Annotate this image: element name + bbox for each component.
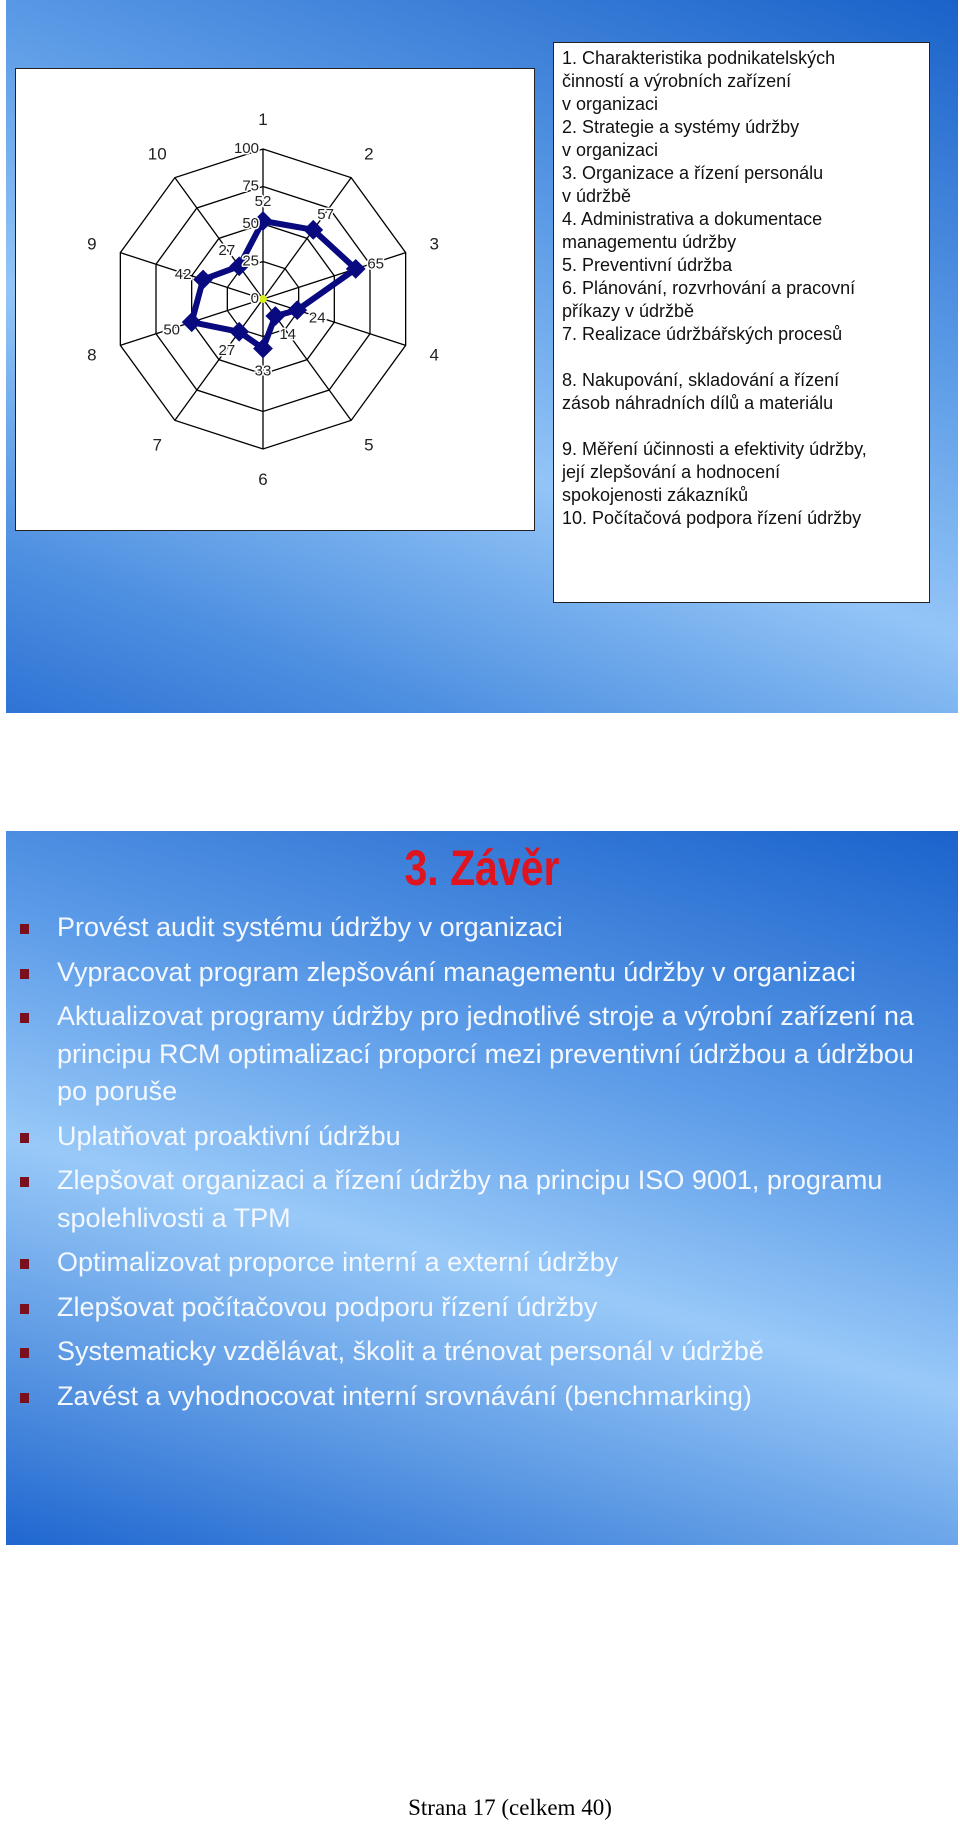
bullet-square-icon <box>20 1304 29 1314</box>
legend-line: spokojenosti zákazníků <box>562 485 749 505</box>
bullet-square-icon <box>20 1013 29 1023</box>
data-label: 27 <box>218 341 236 359</box>
data-point <box>193 270 213 290</box>
category-label: 5 <box>364 435 374 455</box>
legend-line: příkazy v údržbě <box>562 301 695 321</box>
bullet-item <box>14 909 934 947</box>
bullet-text: Aktualizovat programy údržby pro jednotlivé stroje a výrobní zařízení na principu RCM optimalizací proporcí mezi preventivní údržbou a údržbou po poruše <box>57 1001 914 1106</box>
legend-line: 4. Administrativa a dokumentace <box>562 209 823 229</box>
bullet-item <box>14 1289 934 1327</box>
legend-line: managementu údržby <box>562 232 737 252</box>
data-label: 50 <box>163 321 181 339</box>
legend-line: zásob náhradních dílů a materiálu <box>562 393 834 413</box>
legend-line: v údržbě <box>562 186 632 206</box>
category-label: 2 <box>364 144 374 164</box>
category-label: 8 <box>87 345 97 365</box>
legend-line: 6. Plánování, rozvrhování a pracovní <box>562 278 856 298</box>
slide-title: 3. Závěr <box>404 840 560 896</box>
data-label: 57 <box>317 205 334 223</box>
legend-line: 2. Strategie a systémy údržby <box>562 117 800 137</box>
data-label: 52 <box>254 193 272 210</box>
data-label: 27 <box>218 242 236 260</box>
page-footer: Strana 17 (celkem 40) <box>408 1795 612 1820</box>
tick-label: 0 <box>250 290 259 307</box>
bullet-text: Zavést a vyhodnocovat interní srovnávání (benchmarking) <box>57 1380 752 1411</box>
bullet-text: Provést audit systému údržby v organizaci <box>57 912 563 942</box>
data-label: 33 <box>254 362 272 380</box>
category-label: 10 <box>147 144 167 164</box>
legend-gap <box>562 415 921 438</box>
bullet-text: Zlepšovat počítačovou podporu řízení údržby <box>57 1291 598 1322</box>
category-label: 6 <box>258 470 268 489</box>
bullet-square-icon <box>20 1133 29 1143</box>
bullet-item <box>14 1378 934 1416</box>
tick-label: 100 <box>233 140 259 157</box>
bullet-item <box>14 954 934 992</box>
category-label: 1 <box>258 110 268 129</box>
slide-radar <box>6 0 958 713</box>
bullet-text: Uplatňovat proaktivní údržbu <box>57 1120 401 1151</box>
bullet-item <box>14 1244 934 1282</box>
legend-line: její zlepšování a hodnocení <box>562 462 781 482</box>
bullet-text: Systematicky vzdělávat, školit a trénovat personál v údržbě <box>57 1336 764 1366</box>
category-label: 3 <box>429 234 439 254</box>
legend-line: v organizaci <box>562 140 659 160</box>
radar-chart-box <box>15 68 535 531</box>
category-label: 4 <box>429 345 439 365</box>
bullet-item <box>14 1118 934 1156</box>
data-label: 24 <box>308 309 326 327</box>
legend-line: 8. Nakupování, skladování a řízení <box>562 370 840 390</box>
slide-conclusion <box>6 831 958 1545</box>
bullet-text: Vypracovat program zlepšování managementu údržby v organizaci <box>57 956 856 987</box>
legend-line: 7. Realizace údržbářských procesů <box>562 324 843 344</box>
legend-line: 9. Měření účinnosti a efektivity údržby, <box>562 439 867 459</box>
data-label: 42 <box>174 266 192 284</box>
bullet-square-icon <box>20 1393 29 1403</box>
tick-label: 25 <box>242 252 259 270</box>
bullet-square-icon <box>20 924 29 934</box>
legend-line: činností a výrobních zařízení <box>562 71 792 91</box>
category-label: 9 <box>87 234 97 254</box>
data-label: 65 <box>367 255 385 273</box>
bullet-item <box>14 1333 934 1371</box>
category-legend <box>553 42 930 603</box>
bullet-text: Optimalizovat proporce interní a externí údržby <box>57 1247 619 1277</box>
bullet-item <box>14 998 934 1111</box>
legend-line: 3. Organizace a řízení personálu <box>562 163 824 183</box>
legend-line: 10. Počítačová podpora řízení údržby <box>562 508 862 528</box>
category-label: 7 <box>152 435 162 455</box>
tick-label: 50 <box>242 215 259 232</box>
legend-line: 5. Preventivní údržba <box>562 255 733 275</box>
bullet-square-icon <box>20 1259 29 1269</box>
bullet-square-icon <box>20 969 29 979</box>
bullet-square-icon <box>20 1348 29 1358</box>
legend-line: 1. Charakteristika podnikatelských <box>562 48 836 68</box>
bullet-list <box>14 909 934 1422</box>
legend-gap <box>562 346 921 369</box>
radar-chart <box>16 69 534 530</box>
tick-label: 75 <box>242 177 259 195</box>
data-point <box>265 306 285 326</box>
center-marker <box>259 295 267 303</box>
legend-line: v organizaci <box>562 94 659 114</box>
bullet-text: Zlepšovat organizaci a řízení údržby na principu ISO 9001, programu spolehlivosti a TPM <box>57 1165 883 1233</box>
data-label: 14 <box>279 325 297 343</box>
data-point <box>182 312 202 332</box>
bullet-item <box>14 1162 934 1237</box>
bullet-square-icon <box>20 1177 29 1187</box>
